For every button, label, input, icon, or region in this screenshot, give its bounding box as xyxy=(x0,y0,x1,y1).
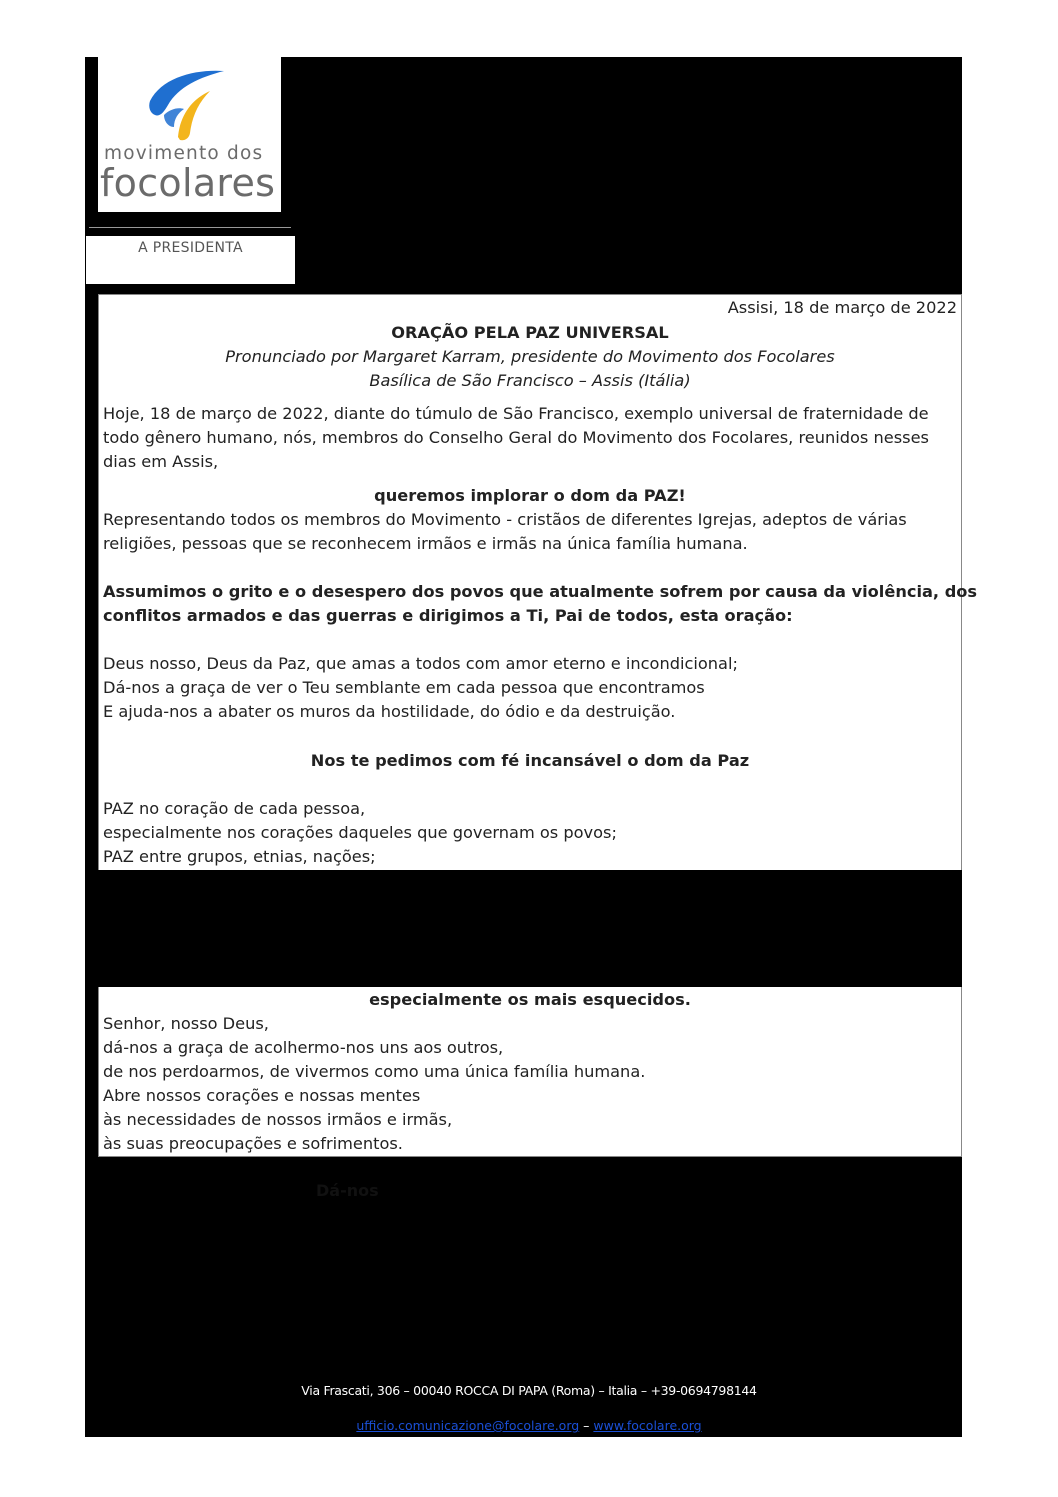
intro-line: Hoje, 18 de março de 2022, diante do túmulo de São Francisco, exemplo universal de fraternidade de xyxy=(103,404,929,423)
black-region-middle xyxy=(98,870,962,987)
intro-line: todo gênero humano, nós, membros do Conselho Geral do Movimento dos Focolares, reunidos nesses xyxy=(103,428,929,447)
peace-line: PAZ entre grupos, etnias, nações; xyxy=(103,847,376,866)
prayer-line: Deus nosso, Deus da Paz, que amas a todos com amor eterno e incondicional; xyxy=(103,654,738,673)
footer-links xyxy=(0,1418,1058,1433)
prayer-line: Dá-nos a graça de ver o Teu semblante em cada pessoa que encontramos xyxy=(103,678,705,697)
footer-email-link[interactable]: ufficio.comunicazione@focolare.org xyxy=(356,1418,580,1433)
role-box xyxy=(86,236,295,284)
danos-text: Dá-nos xyxy=(316,1181,379,1200)
document-block-1 xyxy=(98,294,978,870)
subtitle-speaker: Pronunciado por Margaret Karram, presidente do Movimento dos Focolares xyxy=(225,347,835,366)
role-label: A PRESIDENTA xyxy=(138,240,243,256)
black-region-left xyxy=(85,294,98,1437)
implore-line: queremos implorar o dom da PAZ! xyxy=(374,486,686,505)
intro-line: dias em Assis, xyxy=(103,452,219,471)
logo xyxy=(98,57,281,212)
prayer-line: Senhor, nosso Deus, xyxy=(103,1014,269,1033)
prayer-line: às suas preocupações e sofrimentos. xyxy=(103,1134,403,1153)
prayer-line: Abre nossos corações e nossas mentes xyxy=(103,1086,421,1105)
assume-line: conflitos armados e das guerras e dirigimos a Ti, Pai de todos, esta oração: xyxy=(103,606,793,625)
prayer-line: E ajuda-nos a abater os muros da hostilidade, do ódio e da destruição. xyxy=(103,702,676,721)
place-date: Assisi, 18 de março de 2022 xyxy=(727,298,957,317)
ask-line: Nos te pedimos com fé incansável o dom da Paz xyxy=(310,751,750,770)
representing-line: religiões, pessoas que se reconhecem irmãos e irmãs na única família humana. xyxy=(103,534,748,553)
peace-line: PAZ no coração de cada pessoa, xyxy=(103,799,366,818)
footer-website-link[interactable]: www.focolare.org xyxy=(593,1418,702,1433)
footer-separator: – xyxy=(579,1418,594,1433)
footer-address: Via Frascati, 306 – 00040 ROCCA DI PAPA (Roma) – Italia – +39-0694798144 xyxy=(301,1383,757,1398)
logo-text-line2: focolares xyxy=(100,161,276,205)
header-divider xyxy=(89,227,291,228)
assume-line: Assumimos o grito e o desespero dos povos que atualmente sofrem por causa da violência, dos xyxy=(103,582,978,601)
representing-line: Representando todos os membros do Movimento - cristãos de diferentes Igrejas, adeptos de várias xyxy=(103,510,907,529)
document-title: ORAÇÃO PELA PAZ UNIVERSAL xyxy=(391,323,669,342)
focolare-swoosh-icon xyxy=(98,57,281,147)
subtitle-location: Basílica de São Francisco – Assis (Itália) xyxy=(369,371,691,390)
prayer-line: às necessidades de nossos irmãos e irmãs, xyxy=(103,1110,453,1129)
document-block-2 xyxy=(98,987,962,1157)
forgotten-line: especialmente os mais esquecidos. xyxy=(369,990,691,1009)
prayer-line: dá-nos a graça de acolhermo-nos uns aos outros, xyxy=(103,1038,504,1057)
prayer-line: de nos perdoarmos, de vivermos como uma única família humana. xyxy=(103,1062,646,1081)
logo-text-line1: movimento dos xyxy=(104,143,264,164)
peace-line: especialmente nos corações daqueles que governam os povos; xyxy=(103,823,617,842)
